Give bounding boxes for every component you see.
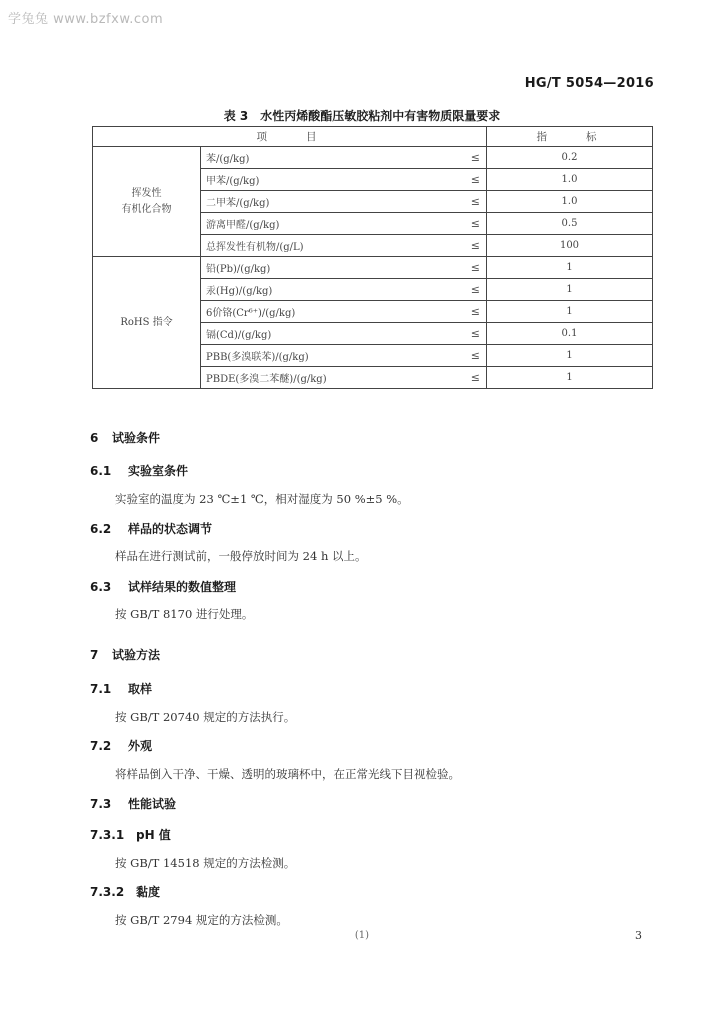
section-6-2-text: 样品在进行测试前，一般停放时间为 24 h 以上。 (115, 549, 367, 563)
relation-cell: ≤ (434, 147, 487, 169)
section-7-3-2-text: 按 GB/T 2794 规定的方法检测。 (115, 913, 288, 927)
section-6-heading (90, 429, 160, 446)
section-7-2-text: 将样品倒入干净、干燥、透明的玻璃杯中，在正常光线下目视检验。 (115, 767, 460, 781)
value-cell: 1.0 (487, 191, 653, 213)
value-cell: 1 (487, 345, 653, 367)
section-number: 7.3 (90, 797, 112, 811)
item-cell: 二甲苯/(g/kg) (201, 191, 435, 213)
standard-number: HG/T 5054—2016 (524, 76, 654, 91)
group-voc (93, 147, 201, 257)
value-cell: 1.0 (487, 169, 653, 191)
section-7-3-1-heading (90, 826, 171, 843)
value-cell: 1 (487, 301, 653, 323)
section-7-3-heading (90, 795, 176, 812)
value-cell: 0.1 (487, 323, 653, 345)
section-title: 实验室条件 (128, 464, 189, 478)
item-cell: PBDE(多溴二苯醚)/(g/kg) (201, 367, 435, 389)
relation-cell: ≤ (434, 279, 487, 301)
section-7-heading (90, 646, 160, 663)
section-title: 取样 (128, 682, 153, 696)
section-number: 6.2 (90, 522, 112, 536)
item-cell: 汞(Hg)/(g/kg) (201, 279, 435, 301)
relation-cell: ≤ (434, 235, 487, 257)
section-number: 6.3 (90, 580, 112, 594)
section-number: 7 (90, 648, 99, 662)
section-7-1-text: 按 GB/T 20740 规定的方法执行。 (115, 710, 296, 724)
section-6-3-text: 按 GB/T 8170 进行处理。 (115, 607, 254, 621)
header-item: 项 目 (93, 127, 487, 147)
item-cell: PBB(多溴联苯)/(g/kg) (201, 345, 435, 367)
section-number: 7.3.1 (90, 828, 125, 842)
relation-cell: ≤ (434, 301, 487, 323)
item-cell: 甲苯/(g/kg) (201, 169, 435, 191)
section-number: 6 (90, 431, 99, 445)
item-cell: 镉(Cd)/(g/kg) (201, 323, 435, 345)
section-7-3-1-text: 按 GB/T 14518 规定的方法检测。 (115, 856, 296, 870)
relation-cell: ≤ (434, 191, 487, 213)
relation-cell: ≤ (434, 213, 487, 235)
value-cell: 0.5 (487, 213, 653, 235)
item-cell: 总挥发性有机物/(g/L) (201, 235, 435, 257)
hazard-limits-table (92, 126, 653, 389)
group-label-line: 有机化合物 (121, 203, 172, 215)
value-cell: 0.2 (487, 147, 653, 169)
watermark: 学兔兔 www.bzfxw.com (8, 12, 164, 27)
section-6-1-text: 实验室的温度为 23 ℃±1 ℃，相对湿度为 50 %±5 %。 (115, 492, 409, 506)
section-6-2-heading (90, 520, 212, 537)
section-number: 6.1 (90, 464, 112, 478)
section-title: 样品的状态调节 (128, 522, 213, 536)
relation-cell: ≤ (434, 367, 487, 389)
page-number: 3 (635, 929, 642, 942)
section-6-1-heading (90, 462, 188, 479)
value-cell: 1 (487, 367, 653, 389)
section-title: 外观 (128, 739, 153, 753)
item-cell: 游离甲醛/(g/kg) (201, 213, 435, 235)
table-caption: 表 3 水性丙烯酸酯压敏胶粘剂中有害物质限量要求 (223, 109, 501, 123)
table-header-row (93, 127, 653, 147)
item-cell: 铅(Pb)/(g/kg) (201, 257, 435, 279)
group-rohs (93, 257, 201, 389)
section-title: 试样结果的数值整理 (128, 580, 237, 594)
item-cell: 6价铬(Cr⁶⁺)/(g/kg) (201, 301, 435, 323)
table-row (93, 257, 653, 279)
value-cell: 1 (487, 257, 653, 279)
section-6-3-heading (90, 578, 236, 595)
table-row (93, 147, 653, 169)
relation-cell: ≤ (434, 169, 487, 191)
group-label-line: RoHS 指令 (120, 316, 173, 328)
item-cell: 苯/(g/kg) (201, 147, 435, 169)
section-number: 7.1 (90, 682, 112, 696)
value-cell: 1 (487, 279, 653, 301)
relation-cell: ≤ (434, 323, 487, 345)
section-7-3-2-heading (90, 883, 160, 900)
value-cell: 100 (487, 235, 653, 257)
header-index: 指 标 (487, 127, 653, 147)
section-title: 黏度 (136, 885, 161, 899)
relation-cell: ≤ (434, 345, 487, 367)
section-7-1-heading (90, 680, 152, 697)
section-title: pH 值 (136, 828, 171, 842)
section-title: 试验方法 (112, 648, 161, 662)
relation-cell: ≤ (434, 257, 487, 279)
section-7-2-heading (90, 737, 152, 754)
group-label-line: 挥发性 (131, 187, 162, 199)
section-title: 性能试验 (128, 797, 177, 811)
footer-mark: (1) (354, 930, 370, 941)
section-number: 7.2 (90, 739, 112, 753)
section-number: 7.3.2 (90, 885, 125, 899)
section-title: 试验条件 (112, 431, 161, 445)
